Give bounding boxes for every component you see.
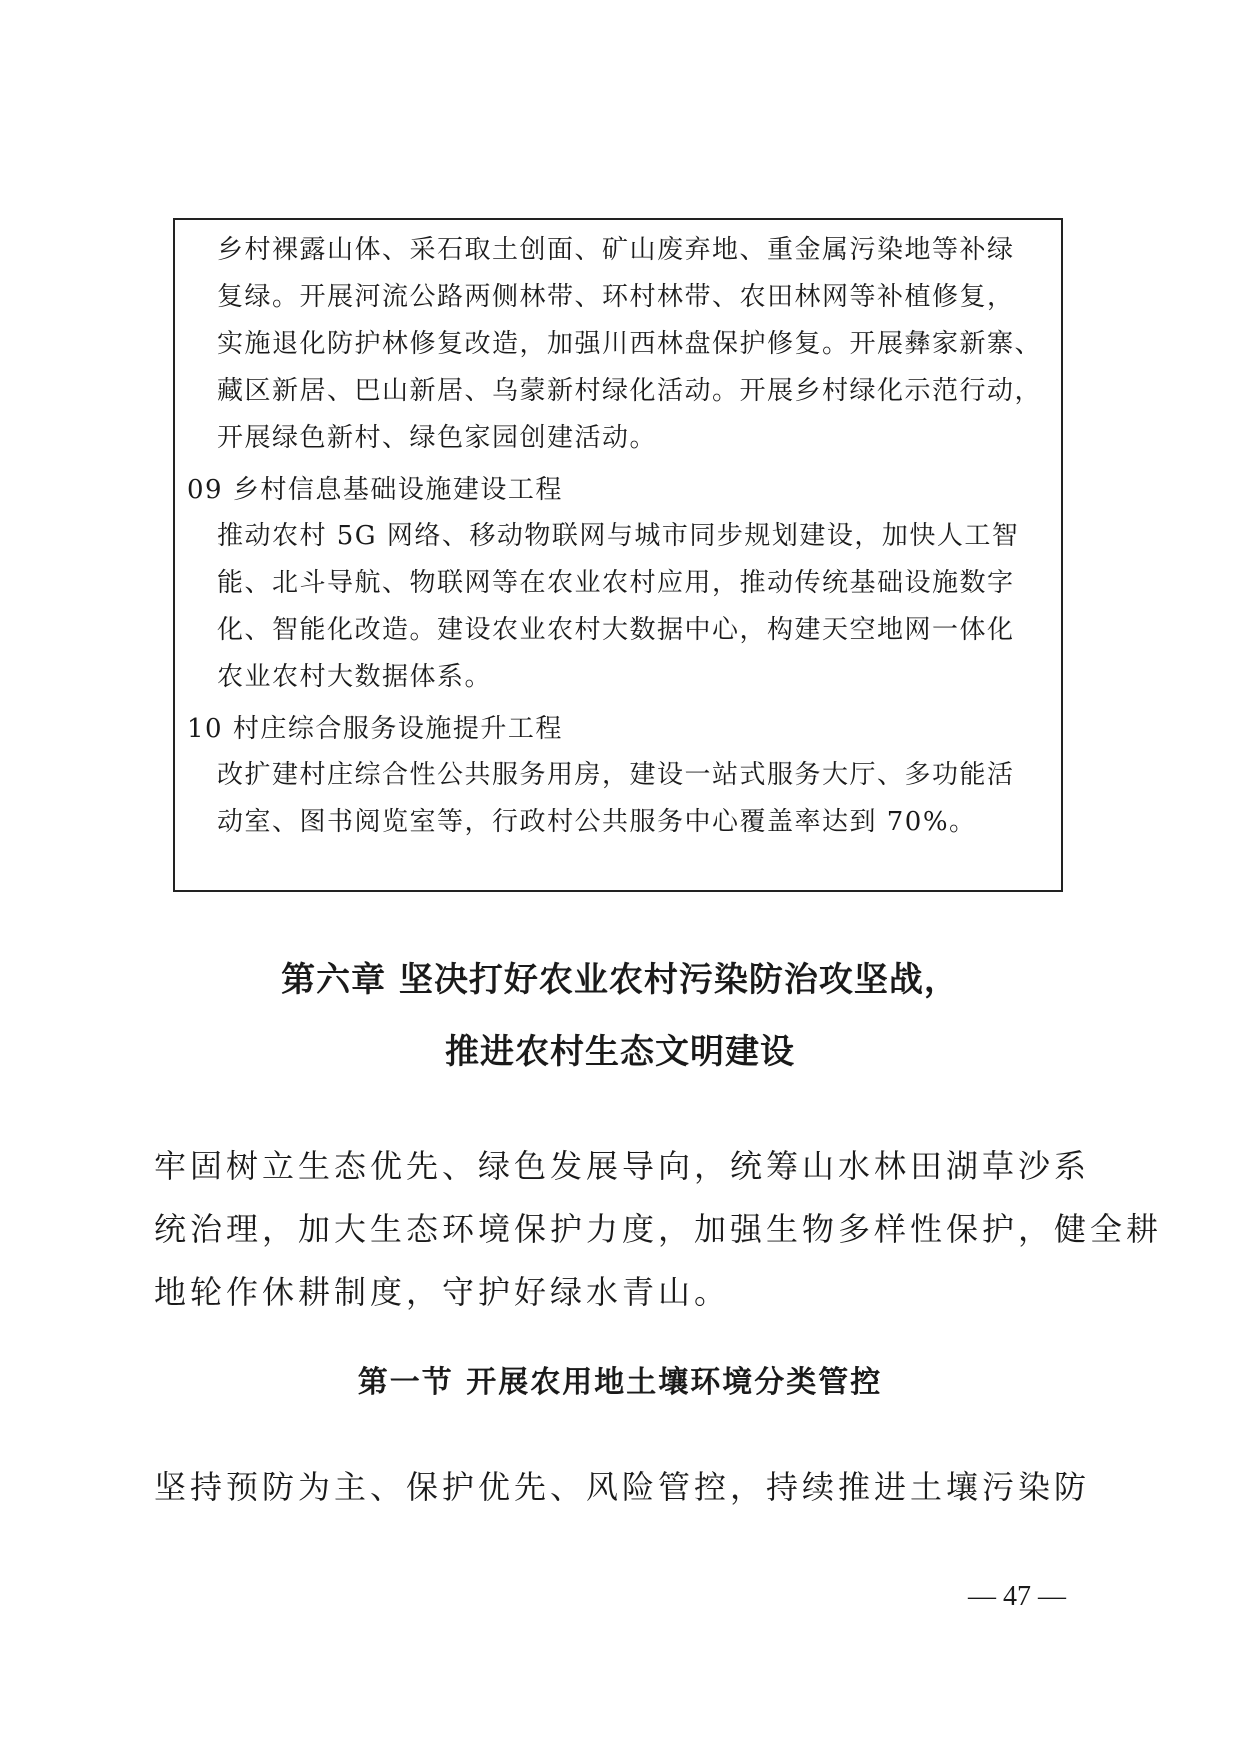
- project-heading-10: 10 村庄综合服务设施提升工程: [187, 714, 563, 744]
- box-text-line: 农业农村大数据体系。: [217, 662, 493, 692]
- engineering-box: [173, 218, 1063, 892]
- box-text-line: 复绿。开展河流公路两侧林带、环村林带、农田林网等补植修复，: [217, 282, 1015, 312]
- box-text-line: 动室、图书阅览室等，行政村公共服务中心覆盖率达到 70%。: [217, 807, 977, 837]
- intro-paragraph-line: 牢固树立生态优先、绿色发展导向，统筹山水林田湖草沙系: [154, 1147, 1091, 1185]
- box-text-line: 化、智能化改造。建设农业农村大数据中心，构建天空地网一体化: [217, 615, 1015, 645]
- chapter-title-line2: 推进农村生态文明建设: [445, 1032, 795, 1072]
- box-text-line: 实施退化防护林修复改造，加强川西林盘保护修复。开展彝家新寨、: [217, 329, 1043, 359]
- chapter-title-line1: 第六章 坚决打好农业农村污染防治攻坚战，: [281, 960, 959, 1000]
- page-number: — 47 —: [968, 1581, 1066, 1612]
- project-heading-09: 09 乡村信息基础设施建设工程: [187, 475, 563, 505]
- intro-paragraph-line: 统治理，加大生态环境保护力度，加强生物多样性保护，健全耕: [154, 1210, 1163, 1248]
- section-paragraph-line: 坚持预防为主、保护优先、风险管控，持续推进土壤污染防: [154, 1468, 1091, 1506]
- box-text-line: 推动农村 5G 网络、移动物联网与城市同步规划建设，加快人工智: [217, 521, 1020, 551]
- box-text-line: 能、北斗导航、物联网等在农业农村应用，推动传统基础设施数字: [217, 568, 1015, 598]
- box-text-line: 乡村裸露山体、采石取土创面、矿山废弃地、重金属污染地等补绿: [217, 235, 1015, 265]
- intro-paragraph-line: 地轮作休耕制度，守护好绿水青山。: [154, 1273, 731, 1311]
- box-text-line: 藏区新居、巴山新居、乌蒙新村绿化活动。开展乡村绿化示范行动，: [217, 376, 1043, 406]
- box-text-line: 改扩建村庄综合性公共服务用房，建设一站式服务大厅、多功能活: [217, 760, 1015, 790]
- box-text-line: 开展绿色新村、绿色家园创建活动。: [217, 423, 658, 453]
- section-title: 第一节 开展农用地土壤环境分类管控: [357, 1365, 883, 1400]
